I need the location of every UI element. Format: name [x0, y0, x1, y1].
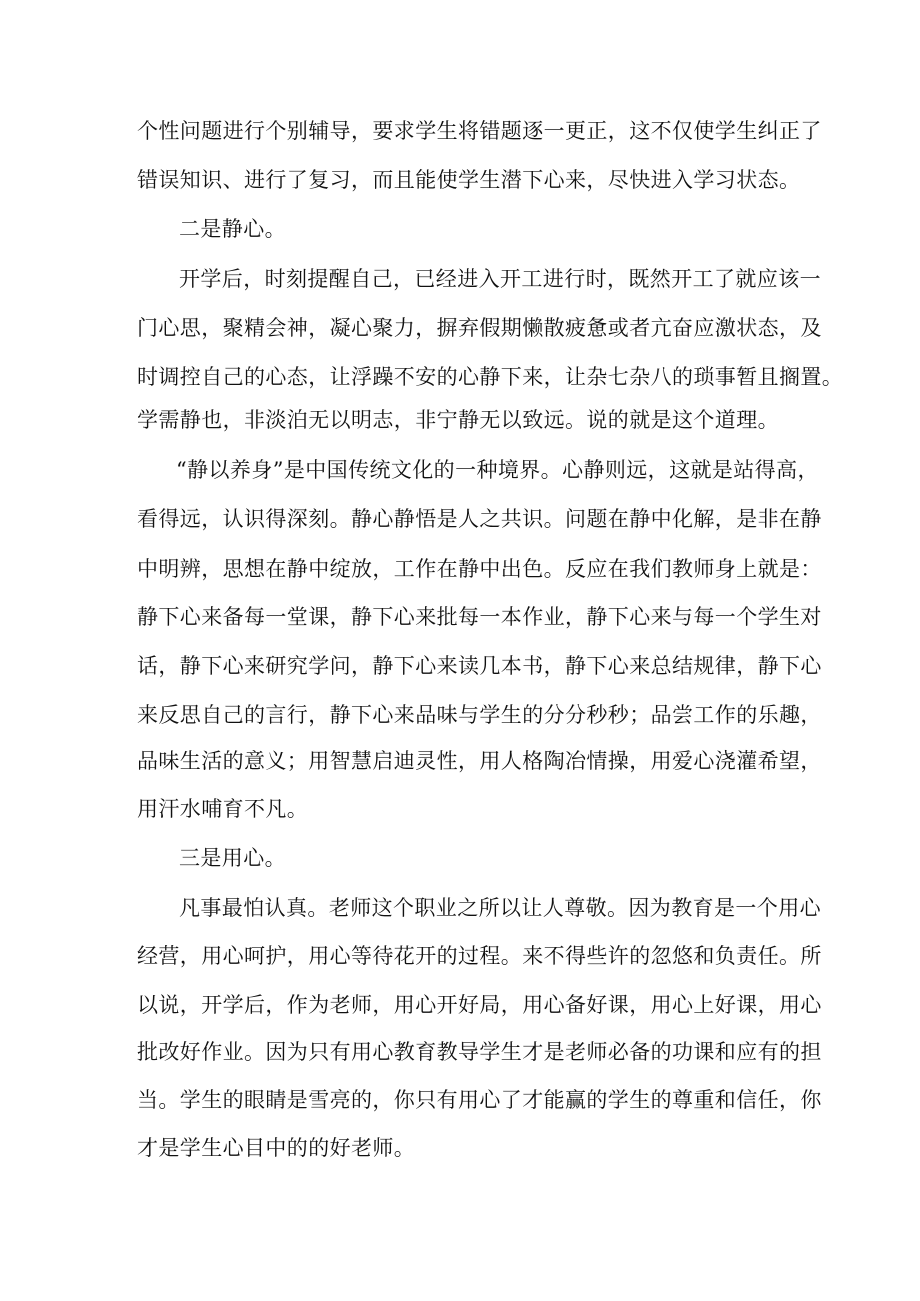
text-line-8: “静以养身”是中国传统文化的一种境界。心静则远，这就是站得高， [176, 458, 819, 482]
text-line-19: 以说，开学后，作为老师，用心开好局，用心备好课，用心上好课，用心 [137, 993, 822, 1017]
text-line-4: 开学后，时刻提醒自己，已经进入开工进行时，既然开工了就应该一 [179, 267, 821, 291]
heading-yongxin: 三是用心。 [179, 846, 286, 870]
text-line-13: 来反思自己的言行，静下心来品味与学生的分分秒秒；品尝工作的乐趣， [137, 703, 822, 727]
text-line-17: 凡事最怕认真。老师这个职业之所以让人尊敬。因为教育是一个用心 [179, 896, 821, 920]
text-line-9: 看得远，认识得深刻。静心静悟是人之共识。问题在静中化解，是非在静 [137, 507, 822, 531]
text-line-21: 当。学生的眼睛是雪亮的，你只有用心了才能赢的学生的尊重和信任，你 [137, 1088, 822, 1112]
text-line-7: 学需静也，非淡泊无以明志，非宁静无以致远。说的就是这个道理。 [137, 408, 779, 432]
text-line-1: 个性问题进行个别辅导，要求学生将错题逐一更正，这不仅使学生纠正了 [137, 119, 822, 143]
text-line-2: 错误知识、进行了复习，而且能使学生潜下心来，尽快进入学习状态。 [137, 168, 801, 192]
text-line-14: 品味生活的意义；用智慧启迪灵性，用人格陶冶情操，用爱心浇灌希望， [137, 749, 822, 773]
text-line-20: 批改好作业。因为只有用心教育教导学生才是老师必备的功课和应有的担 [137, 1040, 822, 1064]
text-line-15: 用汗水哺育不凡。 [137, 797, 309, 821]
text-line-10: 中明辨，思想在静中绽放，工作在静中出色。反应在我们教师身上就是： [137, 557, 822, 581]
text-line-12: 话，静下心来研究学问，静下心来读几本书，静下心来总结规律，静下心 [137, 654, 822, 678]
text-line-5: 门心思，聚精会神，凝心聚力，摒弃假期懒散疲惫或者亢奋应激状态，及 [137, 316, 822, 340]
heading-jingxin: 二是静心。 [179, 217, 286, 241]
text-line-18: 经营，用心呵护，用心等待花开的过程。来不得些许的忽悠和负责任。所 [137, 944, 822, 968]
text-line-11: 静下心来备每一堂课，静下心来批每一本作业，静下心来与每一个学生对 [137, 605, 822, 629]
text-line-22: 才是学生心目中的的好老师。 [137, 1136, 416, 1160]
text-line-6: 时调控自己的心态，让浮躁不安的心静下来，让杂七杂八的琐事暂且搁置。 [137, 365, 844, 389]
